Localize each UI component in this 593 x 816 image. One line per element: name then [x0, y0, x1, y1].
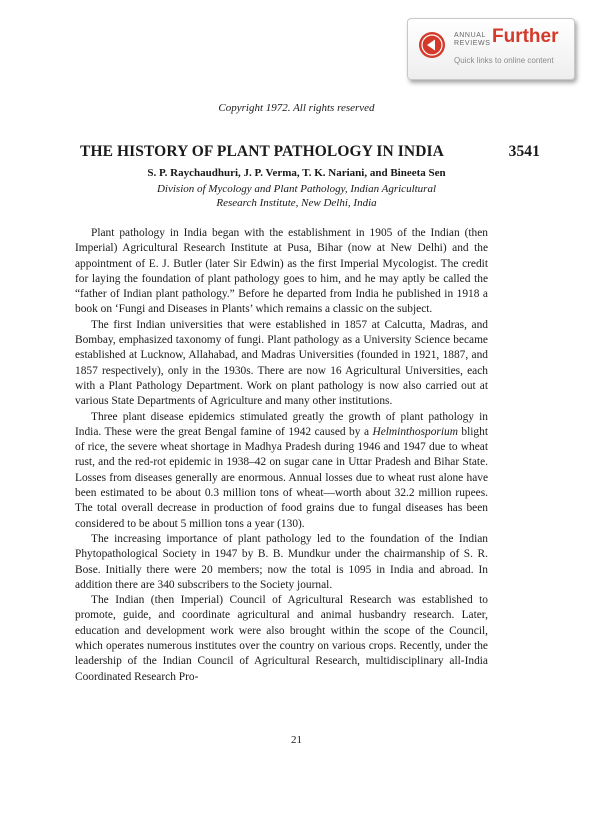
- affiliation-line-1: Division of Mycology and Plant Pathology, Indian Agricultural: [156, 183, 437, 195]
- copyright-notice: Copyright 1972. All rights reserved: [218, 102, 375, 114]
- badge-subtitle: Quick links to online content: [454, 56, 554, 65]
- arrow-left-circle-icon: [418, 31, 446, 59]
- paragraph-4: The increasing importance of plant pathology led to the foundation of the Indian Phytopathological Society in 1947 by B. B. Mundkur under the chairmanship of S. R. Bose. Initially there were 20 members; now the total is 1095 in India and abroad. In addition there are 340 subscribers to the Society journal.: [75, 532, 488, 591]
- footer-page-number: 21: [291, 734, 302, 746]
- affiliation: [0, 182, 593, 210]
- paragraph-1: Plant pathology in India began with the establishment in 1905 of the Indian (then Imperial) Agricultural Research Institute at Pusa, Bihar (now at New Delhi) and the appointment of E. J. Butler (later Sir Edwin) as the first Imperial Mycologist. The credit for laying the foundation of plant pathology goes to him, and he may aptly be called the “father of Indian plant pathology.” Before he departed from India he published in 1918 a book on ‘Fungi and Diseases in Plants’ which remains a classic on the subject.: [75, 227, 488, 316]
- publisher-line-1: ANNUAL: [454, 32, 486, 39]
- publisher-line-2: REVIEWS: [454, 40, 491, 47]
- paragraph-5: The Indian (then Imperial) Council of Agricultural Research was established to promote, guide, and coordinate agricultural and animal husbandry research. Later, education and development work were also brought within the scope of the Council, which operates numerous institutes over the country on various crops. Recently, under the leadership of the Indian Council of Agricultural Research, multidisciplinary all-India Coordinated Research Pro-: [75, 594, 488, 683]
- badge-title: Further: [492, 26, 559, 47]
- paragraph-2: The first Indian universities that were established in 1857 at Calcutta, Madras, and Bombay, emphasized taxonomy of fungi. Plant pathology as a University Science became established at Lucknow, Allahabad, and Madras Universities (founded in 1921, 1887, and 1857 respectively), only in the 1930s. There are now 16 Agricultural Universities, each with a Plant Pathology Department. Work on plant pathology is now also carried out at various State Departments of Agriculture and many other institutions.: [75, 318, 488, 408]
- further-links-badge[interactable]: [407, 18, 575, 80]
- author-list: S. P. Raychaudhuri, J. P. Verma, T. K. Nariani, and Bineeta Sen: [147, 167, 446, 179]
- article-page-number: 3541: [508, 143, 540, 160]
- genus-name: Helminthosporium: [372, 425, 458, 438]
- annual-reviews-wordmark: [454, 32, 490, 48]
- affiliation-line-2: Research Institute, New Delhi, India: [216, 197, 377, 209]
- article-title: THE HISTORY OF PLANT PATHOLOGY IN INDIA: [80, 143, 444, 160]
- article-title-row: [80, 143, 540, 161]
- paragraph-3: Three plant disease epidemics stimulated greatly the growth of plant pathology in India. These were the great Bengal famine of 1942 caused by a Helminthosporium blight of rice, the severe wheat shortage in Madhya Pradesh during 1946 and 1947 due to wheat rust, and the red-rot epidemic in 1938–42 on sugar cane in Uttar Pradesh and Bihar State. Losses from diseases generally are enormous. Annual losses due to wheat rust alone have been estimated to be about 0.3 million tons of wheat—worth about 32.2 million rupees. The total overall decrease in production of food grains due to fungal diseases has been considered to be about 5 million tons a year (130).: [75, 410, 488, 530]
- article-body: [75, 226, 488, 685]
